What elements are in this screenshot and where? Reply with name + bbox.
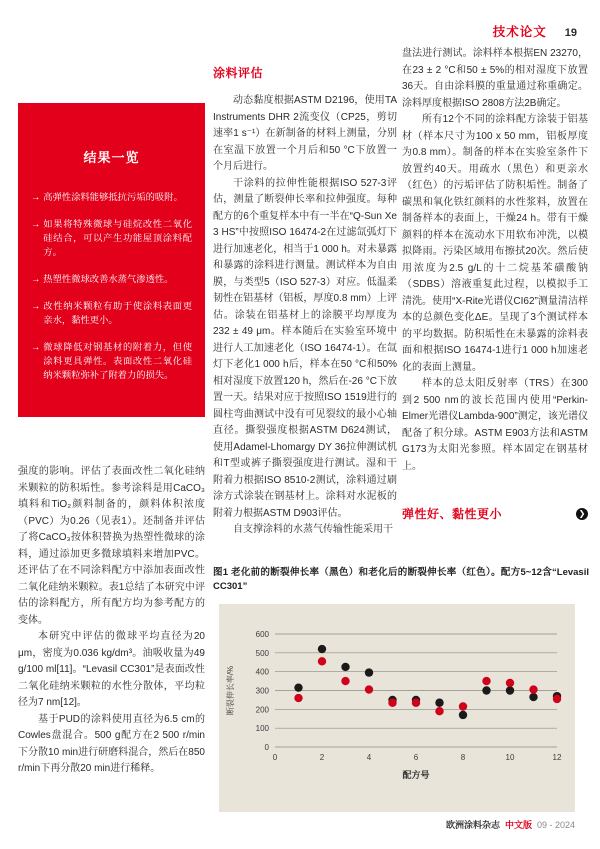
chart-point [318,657,326,665]
chart-point [435,707,443,715]
section-heading-coating-evaluation: 涂料评估 [213,66,264,80]
section-label: 技术论文 [492,25,547,39]
chart-ytick-label: 500 [255,648,269,658]
chart-ytick-label: 0 [264,743,269,752]
result-bullet-text: 如果将特殊微球与硅烷改性二氧化硅结合，可以产生功能屋顶涂料配方。 [43,219,192,257]
chart-xtick-label: 6 [413,753,419,762]
chart-ylabel: 断裂伸长率/% [226,665,235,716]
chart-ytick-label: 600 [255,630,269,639]
chart-point [482,677,490,685]
arrow-bullet-icon: → [31,219,41,229]
chart-ytick-label: 300 [255,686,269,696]
arrow-bullet-icon: → [31,274,41,284]
chart-point [506,679,514,687]
result-bullet-text: 热塑性微球改善水蒸气渗透性。 [43,274,174,284]
column-middle [213,64,397,539]
chart-point [388,699,396,707]
section-heading-elasticity: 弹性好、黏性更小 [402,507,503,521]
chart-xtick-label: 4 [366,753,372,762]
chart-xtick-label: 0 [272,753,278,762]
paragraph: 所有12个不同的涂料配方涂装于铝基材（样本尺寸为100 x 50 mm，铝板厚度为0.8 mm）。制备的样本在实验室条件下放置约40天。用疏水（黑色）和更亲水（红色）的污垢评估了防积垢性。制备了碳黑和氧化铁红颜料的水性浆料，放置在制备样本的表面上，干燥24 h。带有干燥颜料的样本在流动水下用软布冲洗，以模拟降雨。污染区域用布擦拭20次。然后使用浓度为2.5 g/L的十二烷基苯磺酸钠（SDBS）溶液重复此过程，以模拟手工清洗。使用“X-Rite光谱仪CI62”测量清洁样本的总颜色变化ΔE。呈现了3个测试样本的平均数据。防积垢性在未暴露的涂料表面和根据ISO 16474-1进行1 000 h加速老化的表面上测量。 [402,114,588,373]
result-bullet [31,299,192,327]
next-section-arrow-icon: ❯ [576,508,588,520]
arrow-bullet-icon: → [31,192,41,202]
result-bullet [31,272,192,286]
chart-point [459,711,467,719]
chart-point [482,686,490,694]
chart-xtick-label: 2 [319,753,325,762]
figure-caption: 图1 老化前的断裂伸长率（黑色）和老化后的断裂伸长率（红色）。配方5~12含“Levasil CC301” [213,567,589,592]
chart-ytick-label: 100 [255,724,269,734]
journal-issue: 09 - 2024 [536,820,575,830]
results-box-title: 结果一览 [83,150,140,165]
column-right [402,46,588,522]
paragraph: 动态黏度根据ASTM D2196，使用TA Instruments DHR 2流变仪（CP25，剪切速率1 s⁻¹）在新制备的材料上测量，分别在室温下放置一个月后和50 °C下放置一个月后进行。 [213,95,397,172]
arrow-bullet-icon: → [31,301,41,311]
figure1-scatter-chart [219,604,575,812]
chart-xtick-label: 10 [505,753,515,762]
chart-point [529,693,537,701]
chart-point [341,677,349,685]
chart-point [294,694,302,702]
chart-point [294,683,302,691]
result-bullet [31,340,192,382]
journal-edition: 中文版 [504,820,532,830]
chart-canvas [219,604,575,812]
chart-point [435,699,443,707]
chart-point [318,645,326,653]
paragraph: 强度的影响。评估了表面改性二氧化硅纳米颗粒的防积垢性。参考涂料是用CaCO₃填料和TiO₂颜料制备的，颜料体积浓度（PVC）为0.26（见表1）。还制备并评估了将CaCO₃按体积替换为热塑性微球的涂料，通过添加更多微球填料来增加PVC。还评估了在不同涂料配方中添加表面改性二氧化硅纳米颗粒。表1总结了本研究中评估的涂料配方，所有配方均为参考配方的变体。 [18,466,205,626]
paragraph: 本研究中评估的微球平均直径为20 μm，密度为0.036 kg/dm³。油吸收量为49 g/100 ml[11]。“Levasil CC301”是表面改性二氧化硅纳米颗粒的水性分散体，平均粒径为7 nm[12]。 [18,631,205,708]
subheading-row [402,505,588,522]
chart-point [529,685,537,693]
chart-point [412,699,420,707]
result-bullet-text: 高弹性涂料能够抵抗污垢的吸附。 [43,192,183,202]
paragraph: 自支撑涂料的水蒸气传输性能采用干 [233,524,393,535]
column-left [18,464,205,778]
chart-point [341,663,349,671]
page-header [493,22,577,40]
paragraph: 盘法进行测试。涂料样本根据EN 23270，在23 ± 2 °C和50 ± 5%的相对湿度下放置36天。自由涂料膜的重量通过称重确定。涂料厚度根据ISO 2808方法2B确定。 [402,48,588,109]
chart-ytick-label: 400 [255,667,269,677]
journal-name: 欧洲涂料杂志 [445,820,500,830]
paragraph: 样本的总太阳反射率（TRS）在300到2 500 nm的波长范围内使用“Perkin-Elmer光谱仪Lambda-900”测定，该光谱仪配备了积分球。ASTM E903方法和ASTM G173为太阳光参照。样本固定在钢基材上。 [402,378,588,472]
page-number: 19 [564,27,577,39]
page-footer [446,818,575,831]
result-bullet [31,190,192,204]
result-bullet [31,217,192,259]
chart-ytick-label: 200 [255,705,269,715]
paragraph: 基于PUD的涂料使用直径为6.5 cm的Cowles盘混合。500 g配方在2 500 r/min下分散10 min进行研磨料混合，然后在850 r/min下再分散20 min进行稀释。 [18,713,205,774]
chart-point [506,686,514,694]
chart-xlabel: 配方号 [402,770,430,780]
result-bullet-text: 改性纳米颗粒有助于使涂料表面更亲水，黏性更小。 [43,301,192,325]
chart-point [459,702,467,710]
chart-xtick-label: 12 [552,753,562,762]
result-bullet-text: 微球降低对钢基材的附着力，但使涂料更具弹性。表面改性二氧化硅纳米颗粒弥补了附着力的损失。 [43,342,192,380]
chart-point [365,668,373,676]
arrow-bullet-icon: → [31,342,41,352]
chart-point [553,695,561,703]
results-summary-box [18,103,205,417]
chart-point [365,685,373,693]
paragraph: 干涂料的拉伸性能根据ISO 527-3评估，测量了断裂伸长率和拉伸强度。每种配方的6个重复样本中有一半在“Q-Sun Xe 3 HS”中按照ISO 16474-2在过滤氙弧灯下进行加速老化，相当于1 000 h。对未暴露和暴露的涂料进行测量。测试样本为自由膜，与类型5（ISO 527-3）对应。低温柔韧性在铝基材（铝板，厚度0.8 mm）上评估。涂装在铝基材上的涂膜平均厚度为232 ± 49 μm。样本随后在实验室环境中进行人工加速老化（ISO 16474-1）。在氙灯下老化1 000 h后，样本在50 °C和50%相对湿度下放置120 h，然后在-26 °C下放置一天。结果对应于按照ISO 1519进行的圆柱弯曲测试中没有可见裂纹的最小心轴直径。撕裂强度根据ASTM D624测试，使用Adamel-Lhomargy DY 36拉伸测试机和T型或裤子撕裂强度进行测试。湿和干附着力根据ISO 8510-2测试，涂料通过刷涂方式涂装在钢基材上。涂料对水泥板的附着力根据ASTM D903评估。 [213,177,397,519]
chart-xtick-label: 8 [460,753,466,762]
